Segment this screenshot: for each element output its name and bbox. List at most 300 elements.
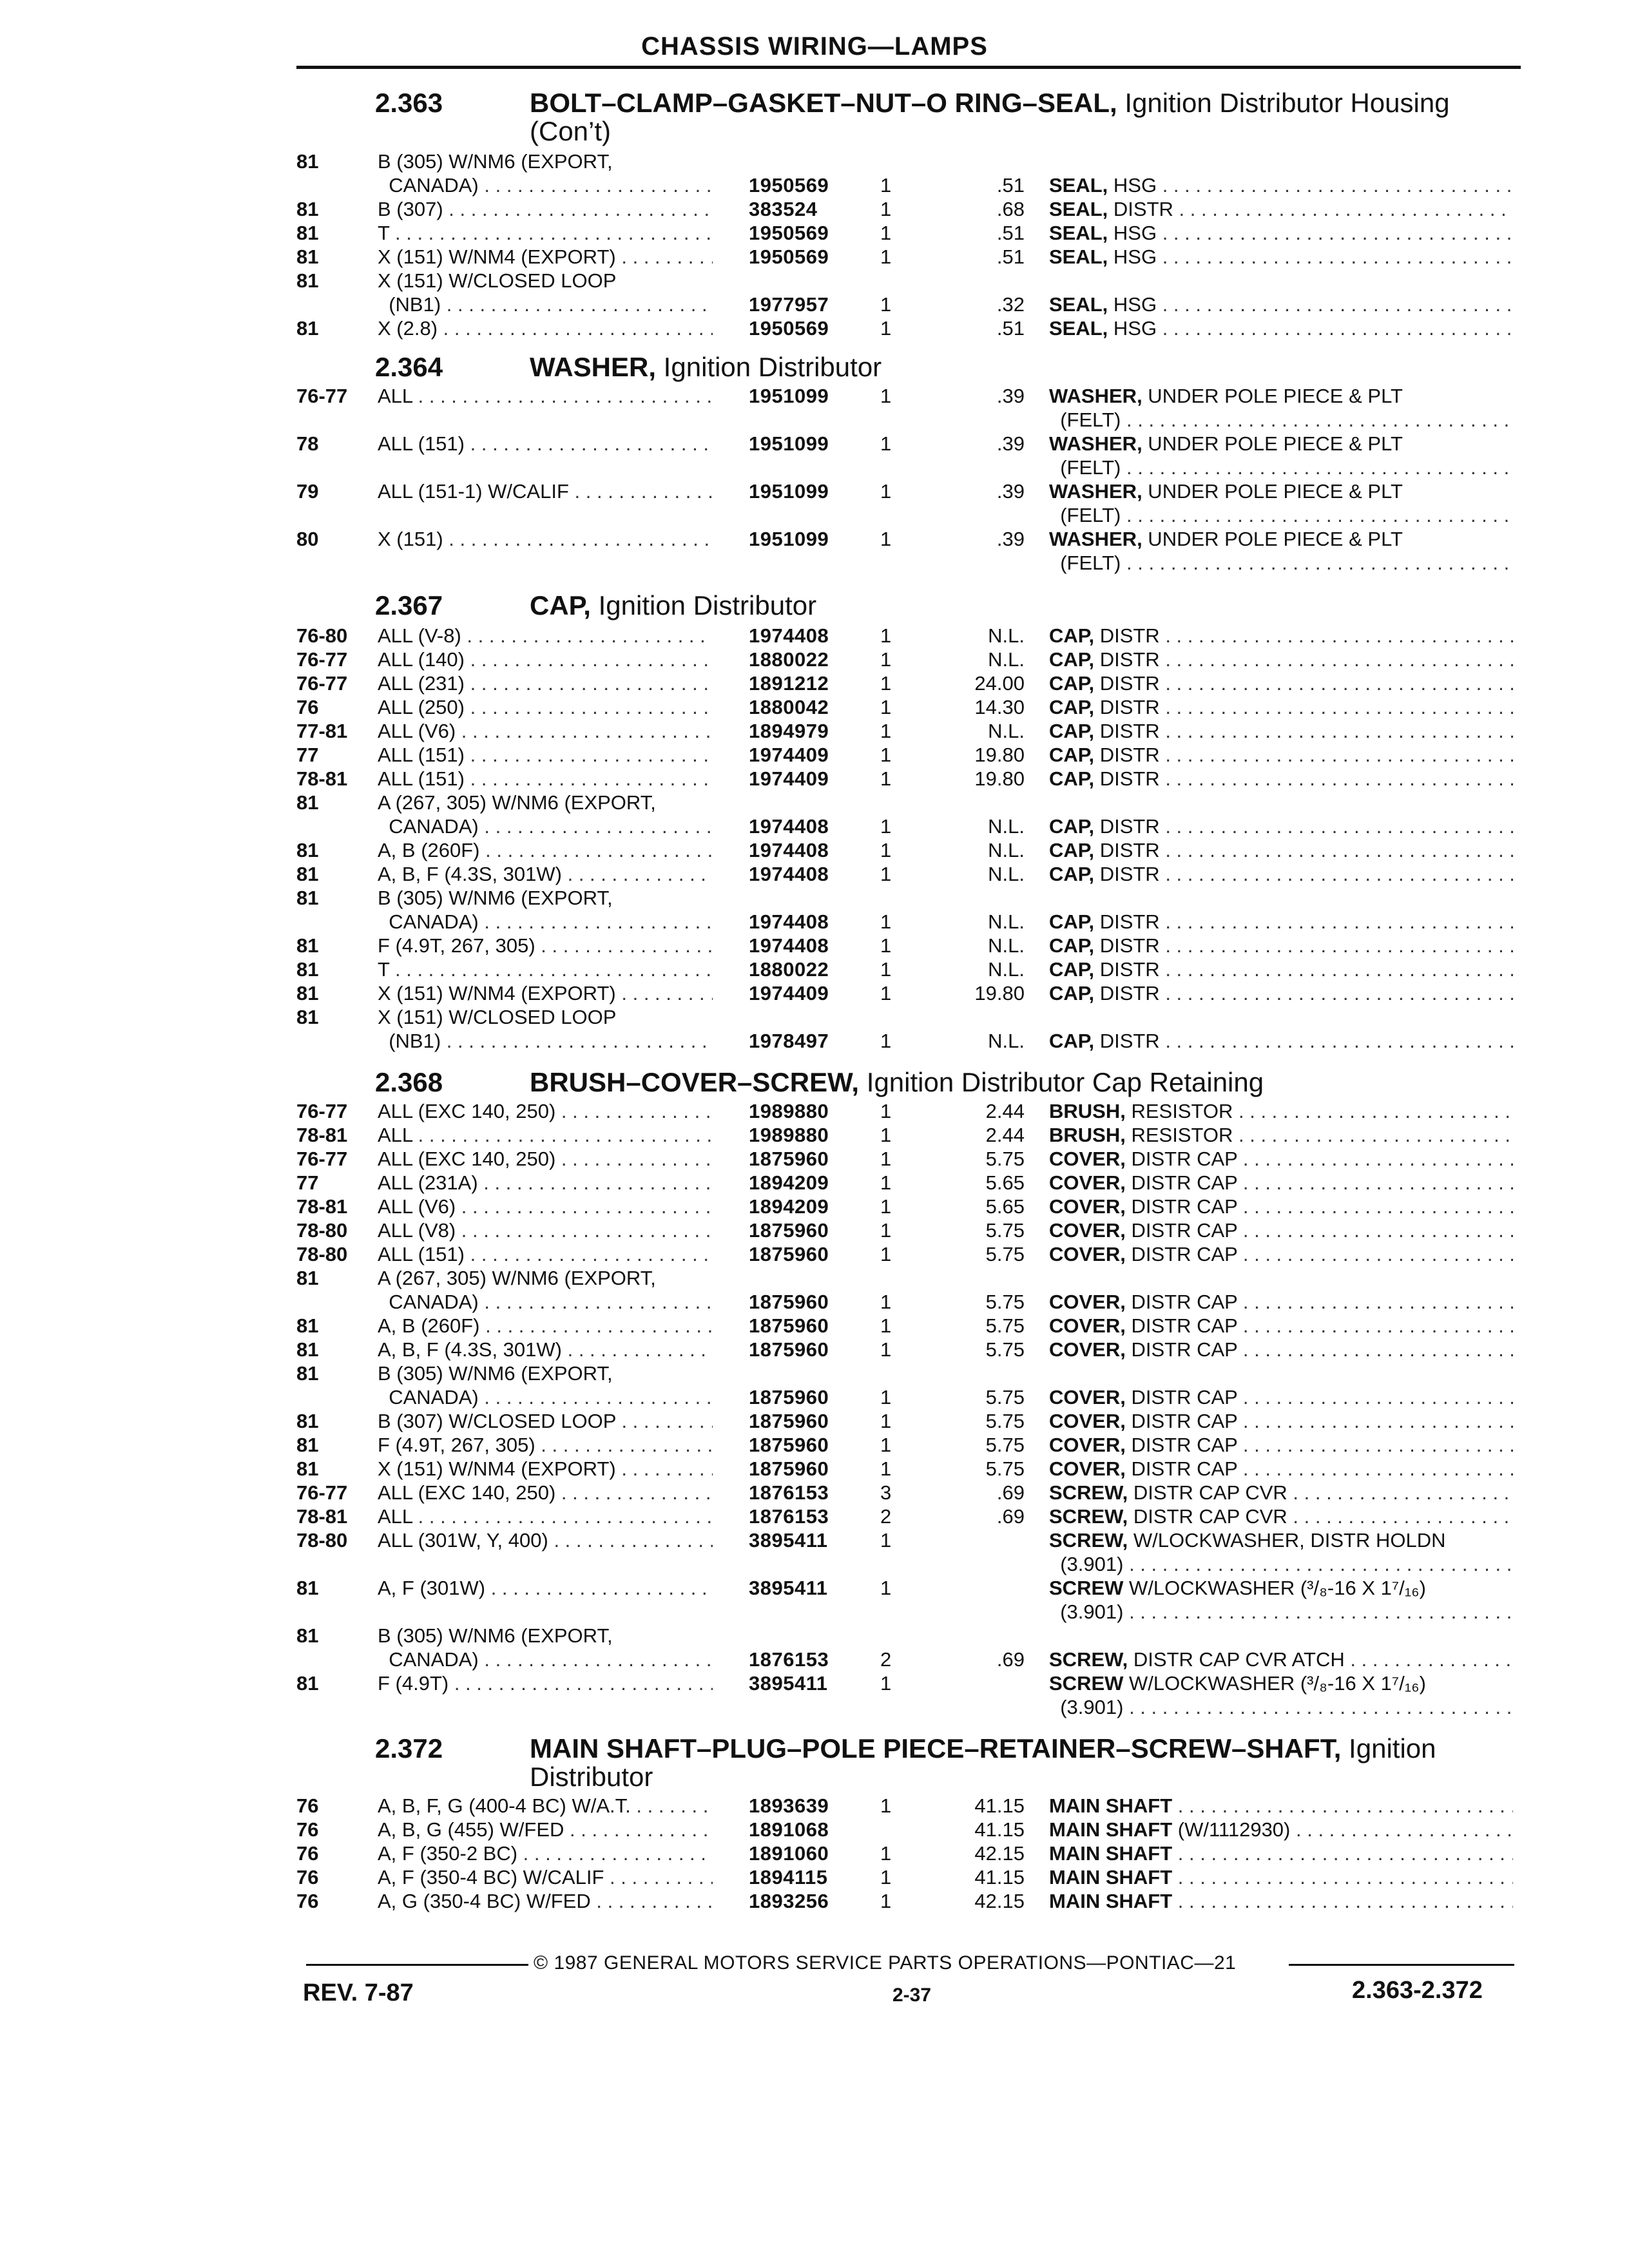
row-year: 78-81 xyxy=(296,1195,348,1218)
row-part-number: 1950569 xyxy=(749,317,829,340)
row-application: A, B (260F) . . . xyxy=(378,838,713,862)
row-price: 19.80 xyxy=(974,767,1025,790)
row-description-detail: DISTR xyxy=(1094,648,1160,671)
row-description-detail: DISTR CAP xyxy=(1125,1195,1238,1218)
row-part-number: 1974408 xyxy=(749,910,829,933)
row-part-number: 1891212 xyxy=(749,672,829,695)
row-price: 2.44 xyxy=(985,1124,1025,1146)
table-row xyxy=(0,910,1629,934)
row-description-name: COVER, xyxy=(1049,1386,1126,1408)
row-description xyxy=(1049,814,1513,838)
row-year: 81 xyxy=(296,1434,319,1456)
footer-revision: REV. 7-87 xyxy=(303,1979,414,2006)
row-description xyxy=(1049,1576,1513,1600)
row-description-name: SEAL, xyxy=(1049,198,1108,220)
row-year: 76 xyxy=(296,1794,319,1817)
row-part-number: 1893639 xyxy=(749,1794,829,1817)
row-part-number: 1951099 xyxy=(749,528,829,550)
section-number: 2.367 xyxy=(375,590,443,620)
row-year: 81 xyxy=(296,1338,319,1361)
row-description-detail: DISTR CAP xyxy=(1125,1386,1238,1408)
section-number: 2.372 xyxy=(375,1733,443,1763)
row-description-name: MAIN SHAFT xyxy=(1049,1866,1173,1888)
section-title-bold: WASHER, xyxy=(530,352,657,382)
row-application: ALL . . . xyxy=(378,1123,713,1147)
row-year: 76 xyxy=(296,696,319,718)
row-year: 81 xyxy=(296,269,319,292)
row-part-number: 1875960 xyxy=(749,1434,829,1456)
row-year: 79 xyxy=(296,480,319,503)
row-part-number: 1875960 xyxy=(749,1243,829,1265)
row-application: CANADA) . . . xyxy=(378,1290,713,1314)
row-part-number: 383524 xyxy=(749,198,818,220)
row-price: .51 xyxy=(996,174,1025,197)
row-description-detail: DISTR CAP xyxy=(1125,1457,1238,1480)
row-part-number: 1974408 xyxy=(749,624,829,647)
row-description xyxy=(1049,695,1513,719)
row-description xyxy=(1049,1841,1513,1865)
row-application: ALL (231) . . . xyxy=(378,671,713,695)
row-application: F (4.9T, 267, 305) . . . xyxy=(378,1433,713,1457)
row-description-detail: DISTR CAP CVR xyxy=(1128,1505,1287,1528)
table-row xyxy=(0,957,1629,981)
row-part-number: 1880022 xyxy=(749,958,829,981)
row-price: .68 xyxy=(996,198,1025,220)
row-year: 81 xyxy=(296,245,319,268)
row-application: (NB1) . . . xyxy=(378,1029,713,1053)
row-description-detail: DISTR CAP xyxy=(1125,1148,1238,1170)
row-price: .51 xyxy=(996,245,1025,268)
row-year: 78 xyxy=(296,432,319,455)
row-description-detail: (3.901) xyxy=(1049,1696,1124,1718)
row-part-number: 3895411 xyxy=(749,1672,828,1695)
row-application: CANADA) . . . xyxy=(378,1385,713,1409)
table-row xyxy=(0,695,1629,719)
row-application: A, B, F (4.3S, 301W) . . . xyxy=(378,862,713,886)
table-row xyxy=(0,1600,1629,1624)
row-description-name: MAIN SHAFT xyxy=(1049,1890,1173,1912)
row-application: A, F (301W) . . . xyxy=(378,1576,713,1600)
row-description-name: COVER, xyxy=(1049,1195,1126,1218)
row-application: ALL (140) . . . xyxy=(378,648,713,671)
row-description xyxy=(1049,719,1513,743)
row-description-detail: DISTR xyxy=(1094,815,1160,838)
row-year: 81 xyxy=(296,1672,319,1695)
row-description-name: COVER, xyxy=(1049,1243,1126,1265)
row-description xyxy=(1049,1338,1513,1361)
row-price: 19.80 xyxy=(974,744,1025,766)
footer-page-number: 2-37 xyxy=(892,1984,932,2006)
row-quantity: 1 xyxy=(880,245,892,268)
row-part-number: 1894209 xyxy=(749,1195,829,1218)
row-year: 78-80 xyxy=(296,1219,348,1242)
row-price: 5.75 xyxy=(985,1338,1025,1361)
row-description-detail: DISTR CAP xyxy=(1125,1314,1238,1337)
row-year: 76-77 xyxy=(296,1481,348,1504)
row-description-detail: (FELT) xyxy=(1049,552,1121,574)
row-description-name: COVER, xyxy=(1049,1457,1126,1480)
row-description-name: MAIN SHAFT xyxy=(1049,1794,1173,1817)
section-title xyxy=(530,1068,1483,1097)
table-row xyxy=(0,1841,1629,1865)
row-price: .69 xyxy=(996,1505,1025,1528)
row-part-number: 1974409 xyxy=(749,982,829,1004)
row-description-name: SCREW, xyxy=(1049,1529,1128,1552)
row-description-detail: (FELT) xyxy=(1049,456,1121,479)
table-row xyxy=(0,456,1629,479)
row-quantity: 1 xyxy=(880,1577,892,1599)
row-part-number: 1950569 xyxy=(749,245,829,268)
row-application: ALL . . . xyxy=(378,384,713,408)
row-description-detail: W/LOCKWASHER (³/₈-16 X 1⁷/₁₆) xyxy=(1123,1672,1426,1695)
row-year: 81 xyxy=(296,1314,319,1337)
row-quantity: 1 xyxy=(880,1842,892,1865)
row-description-name: COVER, xyxy=(1049,1434,1126,1456)
row-year: 81 xyxy=(296,222,319,244)
table-row xyxy=(0,1005,1629,1029)
row-application: X (2.8) . . . xyxy=(378,316,713,340)
row-part-number: 1880022 xyxy=(749,648,829,671)
table-row xyxy=(0,245,1629,269)
row-year: 81 xyxy=(296,839,319,861)
row-year: 78-81 xyxy=(296,1505,348,1528)
header-rule xyxy=(296,66,1521,69)
row-description xyxy=(1049,221,1513,245)
row-quantity: 1 xyxy=(880,1338,892,1361)
row-description-detail: (3.901) xyxy=(1049,1553,1124,1575)
row-quantity: 1 xyxy=(880,815,892,838)
row-price: .69 xyxy=(996,1481,1025,1504)
row-description-name: CAP, xyxy=(1049,815,1095,838)
row-description-name: WASHER, xyxy=(1049,432,1142,455)
row-description-name: CAP, xyxy=(1049,839,1095,861)
table-row xyxy=(0,838,1629,862)
row-application: X (151) W/CLOSED LOOP xyxy=(378,269,617,292)
table-row xyxy=(0,197,1629,221)
table-row xyxy=(0,221,1629,245)
row-year: 76-77 xyxy=(296,672,348,695)
row-description-detail: (FELT) xyxy=(1049,504,1121,526)
row-description xyxy=(1049,1242,1513,1266)
row-quantity: 1 xyxy=(880,934,892,957)
section-title-rest: Ignition Distributor Housing (Con’t) xyxy=(530,88,1450,146)
row-description-name: CAP, xyxy=(1049,720,1095,742)
row-description-detail: (FELT) xyxy=(1049,408,1121,431)
table-row xyxy=(0,1671,1629,1695)
row-price: .39 xyxy=(996,385,1025,407)
row-description-name: MAIN SHAFT xyxy=(1049,1818,1173,1841)
row-price: .51 xyxy=(996,317,1025,340)
row-description xyxy=(1049,1552,1513,1576)
row-description-name: COVER, xyxy=(1049,1338,1126,1361)
row-quantity: 1 xyxy=(880,1314,892,1337)
row-description xyxy=(1049,316,1513,340)
row-description-name: CAP, xyxy=(1049,696,1095,718)
row-quantity: 1 xyxy=(880,1890,892,1912)
row-year: 77 xyxy=(296,1171,319,1194)
row-application: ALL (151) . . . xyxy=(378,432,713,456)
row-price: 5.75 xyxy=(985,1314,1025,1337)
row-application: ALL (151) . . . xyxy=(378,1242,713,1266)
row-application: ALL (151) . . . xyxy=(378,743,713,767)
row-description-detail: DISTR xyxy=(1094,863,1160,885)
row-price: N.L. xyxy=(988,934,1025,957)
row-part-number: 1876153 xyxy=(749,1648,829,1671)
row-year: 78-81 xyxy=(296,1124,348,1146)
row-description-name: SCREW, xyxy=(1049,1648,1128,1671)
row-price: 5.75 xyxy=(985,1457,1025,1480)
row-description-name: CAP, xyxy=(1049,648,1095,671)
row-application: ALL (250) . . . xyxy=(378,695,713,719)
row-year: 81 xyxy=(296,934,319,957)
table-row xyxy=(0,1818,1629,1841)
row-part-number: 1875960 xyxy=(749,1148,829,1170)
row-description-detail: UNDER POLE PIECE & PLT xyxy=(1142,432,1403,455)
row-price: 24.00 xyxy=(974,672,1025,695)
table-row xyxy=(0,1029,1629,1053)
row-quantity: 1 xyxy=(880,767,892,790)
row-price: 5.75 xyxy=(985,1386,1025,1408)
row-description xyxy=(1049,408,1513,432)
row-application: X (151) . . . xyxy=(378,527,713,551)
row-year: 76-80 xyxy=(296,624,348,647)
row-description-detail: DISTR CAP CVR xyxy=(1128,1481,1287,1504)
row-quantity: 1 xyxy=(880,1100,892,1122)
row-description-detail: DISTR CAP CVR ATCH xyxy=(1128,1648,1345,1671)
row-description-detail: DISTR xyxy=(1094,744,1160,766)
row-part-number: 1951099 xyxy=(749,385,829,407)
row-year: 81 xyxy=(296,1410,319,1432)
row-description xyxy=(1049,1504,1513,1528)
row-year: 81 xyxy=(296,1577,319,1599)
row-price: N.L. xyxy=(988,624,1025,647)
table-row xyxy=(0,503,1629,527)
table-row xyxy=(0,767,1629,791)
row-quantity: 1 xyxy=(880,1219,892,1242)
row-part-number: 3895411 xyxy=(749,1577,828,1599)
row-part-number: 1978497 xyxy=(749,1030,829,1052)
row-price: 5.75 xyxy=(985,1219,1025,1242)
row-year: 81 xyxy=(296,198,319,220)
row-application: T . . . xyxy=(378,957,713,981)
table-row xyxy=(0,408,1629,432)
row-description-name: SCREW, xyxy=(1049,1505,1128,1528)
table-row xyxy=(0,1361,1629,1385)
table-row xyxy=(0,719,1629,743)
row-description xyxy=(1049,862,1513,886)
row-price: 2.44 xyxy=(985,1100,1025,1122)
row-quantity: 1 xyxy=(880,198,892,220)
table-row xyxy=(0,791,1629,814)
row-application: A, F (350-4 BC) W/CALIF . . . xyxy=(378,1865,713,1889)
row-description-name: COVER, xyxy=(1049,1291,1126,1313)
row-quantity: 1 xyxy=(880,1243,892,1265)
row-application: ALL (V8) . . . xyxy=(378,1218,713,1242)
row-application: B (307) . . . xyxy=(378,197,713,221)
row-description-detail: W/LOCKWASHER, DISTR HOLDN xyxy=(1128,1529,1446,1552)
row-application: CANADA) . . . xyxy=(378,910,713,934)
row-application: ALL . . . xyxy=(378,1504,713,1528)
row-part-number: 1951099 xyxy=(749,480,829,503)
row-part-number: 1875960 xyxy=(749,1291,829,1313)
row-application: A, G (350-4 BC) W/FED . . . xyxy=(378,1889,713,1913)
row-description xyxy=(1049,293,1513,316)
row-price: 5.65 xyxy=(985,1171,1025,1194)
row-description-name: WASHER, xyxy=(1049,528,1142,550)
section-number: 2.363 xyxy=(375,88,443,118)
row-application: X (151) W/NM4 (EXPORT) . . . xyxy=(378,1457,713,1481)
row-description-detail: W/LOCKWASHER (³/₈-16 X 1⁷/₁₆) xyxy=(1123,1577,1426,1599)
row-description xyxy=(1049,1865,1513,1889)
row-price: N.L. xyxy=(988,815,1025,838)
table-row xyxy=(0,1195,1629,1218)
row-description xyxy=(1049,838,1513,862)
row-description xyxy=(1049,1695,1513,1719)
row-quantity: 1 xyxy=(880,1434,892,1456)
row-description-detail: RESISTOR xyxy=(1125,1124,1233,1146)
row-application: CANADA) . . . xyxy=(378,814,713,838)
row-description xyxy=(1049,479,1513,503)
section-title-bold: BRUSH–COVER–SCREW, xyxy=(530,1067,860,1097)
row-description xyxy=(1049,1218,1513,1242)
footer-rule-right xyxy=(1289,1964,1514,1966)
row-quantity: 1 xyxy=(880,910,892,933)
row-part-number: 1876153 xyxy=(749,1481,829,1504)
row-price: 5.75 xyxy=(985,1434,1025,1456)
row-application: B (305) W/NM6 (EXPORT, xyxy=(378,150,613,173)
row-description xyxy=(1049,910,1513,934)
table-row xyxy=(0,862,1629,886)
table-row xyxy=(0,814,1629,838)
row-year: 77 xyxy=(296,744,319,766)
row-application: A (267, 305) W/NM6 (EXPORT, xyxy=(378,1267,656,1289)
section-title-bold: MAIN SHAFT–PLUG–POLE PIECE–RETAINER–SCREW–SHAFT, xyxy=(530,1733,1342,1763)
row-year: 81 xyxy=(296,863,319,885)
row-description xyxy=(1049,957,1513,981)
row-description xyxy=(1049,432,1513,456)
row-description-detail: DISTR xyxy=(1108,198,1173,220)
table-row xyxy=(0,1385,1629,1409)
row-description-name: COVER, xyxy=(1049,1171,1126,1194)
row-part-number: 1950569 xyxy=(749,174,829,197)
table-row xyxy=(0,1338,1629,1361)
row-description-name: CAP, xyxy=(1049,624,1095,647)
section-title xyxy=(530,1735,1483,1791)
row-part-number: 1876153 xyxy=(749,1505,829,1528)
row-description-name: CAP, xyxy=(1049,958,1095,981)
row-year: 78-81 xyxy=(296,767,348,790)
row-quantity: 1 xyxy=(880,958,892,981)
table-row xyxy=(0,1865,1629,1889)
row-description-detail: DISTR CAP xyxy=(1125,1434,1238,1456)
row-description-name: COVER, xyxy=(1049,1410,1126,1432)
table-row xyxy=(0,1576,1629,1600)
row-application: X (151) W/NM4 (EXPORT) . . . xyxy=(378,981,713,1005)
row-year: 81 xyxy=(296,1006,319,1028)
section-number: 2.368 xyxy=(375,1067,443,1097)
row-description-detail: DISTR xyxy=(1094,672,1160,695)
row-application: B (305) W/NM6 (EXPORT, xyxy=(378,1362,613,1385)
row-part-number: 1977957 xyxy=(749,293,829,316)
section-title-rest: Ignition Distributor Cap Retaining xyxy=(859,1067,1264,1097)
row-year: 78-80 xyxy=(296,1243,348,1265)
row-part-number: 1875960 xyxy=(749,1314,829,1337)
row-price: 5.65 xyxy=(985,1195,1025,1218)
row-application: B (307) W/CLOSED LOOP . . . xyxy=(378,1409,713,1433)
footer-copyright: © 1987 GENERAL MOTORS SERVICE PARTS OPERATIONS—PONTIAC—21 xyxy=(534,1952,1237,1974)
row-quantity: 1 xyxy=(880,1291,892,1313)
row-quantity: 1 xyxy=(880,1457,892,1480)
row-description-name: COVER, xyxy=(1049,1219,1126,1242)
row-description-name: CAP, xyxy=(1049,863,1095,885)
table-row xyxy=(0,1123,1629,1147)
row-description xyxy=(1049,1671,1513,1695)
row-year: 76-77 xyxy=(296,385,348,407)
row-price: .32 xyxy=(996,293,1025,316)
table-row xyxy=(0,1147,1629,1171)
row-application: B (305) W/NM6 (EXPORT, xyxy=(378,887,613,909)
row-description xyxy=(1049,1409,1513,1433)
row-quantity: 1 xyxy=(880,1529,892,1552)
row-description xyxy=(1049,173,1513,197)
row-description xyxy=(1049,1794,1513,1818)
row-quantity: 1 xyxy=(880,1866,892,1888)
row-year: 81 xyxy=(296,1362,319,1385)
row-part-number: 1894115 xyxy=(749,1866,828,1888)
row-quantity: 1 xyxy=(880,1386,892,1408)
row-description-detail: DISTR CAP xyxy=(1125,1219,1238,1242)
row-quantity: 1 xyxy=(880,624,892,647)
row-description-detail: RESISTOR xyxy=(1125,1100,1233,1122)
section-title xyxy=(530,89,1483,146)
row-quantity: 2 xyxy=(880,1505,892,1528)
row-description-detail: DISTR xyxy=(1094,839,1160,861)
row-description xyxy=(1049,1457,1513,1481)
row-part-number: 1875960 xyxy=(749,1410,829,1432)
row-description-name: SEAL, xyxy=(1049,174,1108,197)
row-price: N.L. xyxy=(988,648,1025,671)
table-row xyxy=(0,173,1629,197)
row-description-detail: DISTR xyxy=(1094,982,1160,1004)
row-application: ALL (V-8) . . . xyxy=(378,624,713,648)
row-description-name: CAP, xyxy=(1049,982,1095,1004)
row-description-detail: HSG xyxy=(1108,174,1157,197)
row-description-name: SCREW xyxy=(1049,1577,1124,1599)
row-part-number: 1880042 xyxy=(749,696,829,718)
table-row xyxy=(0,1266,1629,1290)
row-description-name: COVER, xyxy=(1049,1148,1126,1170)
row-quantity: 2 xyxy=(880,1648,892,1671)
row-price: N.L. xyxy=(988,1030,1025,1052)
row-year: 81 xyxy=(296,150,319,173)
row-description-name: BRUSH, xyxy=(1049,1124,1126,1146)
row-price: N.L. xyxy=(988,720,1025,742)
row-part-number: 1974408 xyxy=(749,815,829,838)
table-row xyxy=(0,1457,1629,1481)
row-application: A, F (350-2 BC) . . . xyxy=(378,1841,713,1865)
row-price: 42.15 xyxy=(974,1890,1025,1912)
row-description xyxy=(1049,503,1513,527)
row-part-number: 1894979 xyxy=(749,720,829,742)
row-year: 80 xyxy=(296,528,319,550)
table-row xyxy=(0,981,1629,1005)
row-application: A, B, G (455) W/FED . . . xyxy=(378,1818,713,1841)
row-price: .39 xyxy=(996,432,1025,455)
row-description xyxy=(1049,981,1513,1005)
row-price: 5.75 xyxy=(985,1410,1025,1432)
row-quantity: 3 xyxy=(880,1481,892,1504)
row-year: 76-77 xyxy=(296,1100,348,1122)
